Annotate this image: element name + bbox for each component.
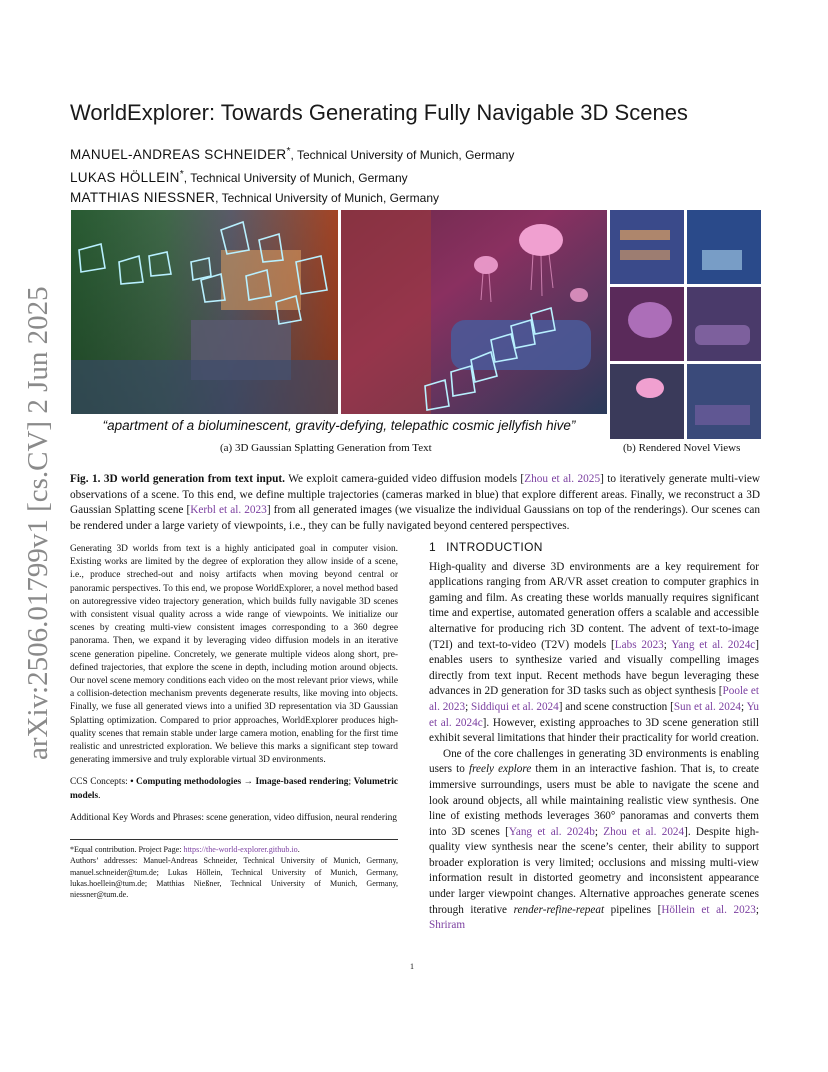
equal-contrib-mark: * bbox=[286, 146, 291, 157]
figure-caption bbox=[70, 472, 760, 534]
author-1 bbox=[70, 142, 770, 165]
teaser-figure bbox=[71, 210, 761, 440]
citation-link[interactable]: Yang et al. 2024b bbox=[508, 825, 595, 838]
ccs-concept: • Computing methodologies → Image-based rendering bbox=[130, 777, 349, 788]
citation-link[interactable]: Zhou et al. 2024 bbox=[603, 825, 685, 838]
keywords: Additional Key Words and Phrases: scene generation, video diffusion, neural rendering bbox=[70, 812, 397, 823]
page-number: 1 bbox=[410, 962, 414, 971]
author-affiliation: , Technical University of Munich, Germany bbox=[290, 148, 515, 163]
author-affiliation: , Technical University of Munich, Germany bbox=[215, 191, 439, 206]
author-addresses: Authors’ addresses: Manuel-Andreas Schneider, Technical University of Munich, Germany, manuel.schneider@tum.de; Lukas Höllein, Technical University of Munich, Germany, lukas.hoellein@tum.de; Matthias Nießner, Technical University of Munich, Germany, niessner@tum.de. bbox=[70, 856, 398, 900]
section-number: 1 bbox=[429, 540, 437, 554]
ccs-concepts bbox=[70, 776, 398, 802]
abstract-column bbox=[70, 543, 398, 901]
citation-link[interactable]: Höllein et al. 2023 bbox=[661, 903, 756, 916]
introduction-column bbox=[429, 540, 759, 934]
ccs-separator: ; bbox=[348, 777, 354, 788]
author-name: LUKAS HÖLLEIN bbox=[70, 170, 180, 186]
footnote-rule bbox=[70, 839, 398, 840]
citation-link[interactable]: Zhou et al. 2025 bbox=[524, 473, 601, 485]
project-page-link[interactable]: https://the-world-explorer.github.io bbox=[183, 845, 298, 855]
caption-title: 3D world generation from text input. bbox=[103, 473, 285, 485]
abstract-text: Generating 3D worlds from text is a highly anticipated goal in computer vision. Existing works are limited by the degree of exploration they allow inside of a scene, i.e., produce streched-out and noisy artifacts when moving beyond central or panoramic perspectives. To this end, we propose WorldExplorer, a novel method based on autoregressive video trajectory generation, which builds fully navigable 3D scenes with consistent visual quality across a wide range of viewpoints. We initialize our scenes by creating multi-view consistent images corresponding to a 360 degree panorama. Then, we expand it by leveraging video diffusion models in an iterative scene generation pipeline. Concretely, we generate multiple videos along short, pre-defined trajectories, that explore the scene in depth, including motion around objects. Our novel scene memory conditions each video on the most relevant prior views, while a collision-detection mechanism prevents degenerate results, like moving into objects. Finally, we fuse all generated views into a unified 3D representation via 3D Gaussian Splatting optimization. Compared to prior approaches, WorldExplorer produces high-quality scenes that remain stable under large camera motion, enabling for the first time realistic and unrestricted exploration. We believe this marks a significant step toward generating immersive and truly explorable virtual 3D environments. bbox=[70, 544, 398, 766]
paper-title: WorldExplorer: Towards Generating Fully Navigable 3D Scenes bbox=[70, 100, 688, 125]
footnote-text: *Equal contribution. Project Page: bbox=[70, 845, 184, 855]
subfigure-label-b: (b) Rendered Novel Views bbox=[623, 442, 741, 454]
arxiv-identifier: arXiv:2506.01799v1 [cs.CV] 2 Jun 2025 bbox=[22, 286, 54, 760]
caption-text: ] to iteratively generate multi-view observations of a scene. To this end, we define multiple trajectories (cameras marked in blue) that explore different areas. Finally, we reconstruct a 3D Gaussian Splatting scene [ bbox=[70, 473, 761, 516]
section-heading bbox=[429, 540, 759, 556]
author-affiliation: , Technical University of Munich, Germany bbox=[183, 171, 408, 186]
author-3 bbox=[70, 188, 770, 208]
citation-link[interactable]: Poole et al. 2023 bbox=[429, 685, 759, 713]
caption-label: Fig. 1. bbox=[70, 473, 101, 485]
citation-link[interactable]: Labs 2023 bbox=[614, 638, 664, 651]
equal-contrib-mark: * bbox=[179, 169, 184, 181]
footnote-text: . bbox=[297, 845, 300, 855]
subfigure-label-a: (a) 3D Gaussian Splatting Generation from Text bbox=[220, 442, 432, 454]
scene-render-kitchen bbox=[71, 210, 338, 414]
author-list bbox=[70, 142, 770, 208]
author-2 bbox=[70, 165, 770, 188]
scene-render-living-room bbox=[341, 210, 607, 414]
citation-link[interactable]: Yu et al. 2024c bbox=[429, 700, 759, 729]
citation-link[interactable]: Shriram bbox=[429, 919, 466, 932]
intro-paragraph-1: High-quality and diverse 3D environments are a key requirement for applications ranging from AR/VR asset creation to computer graphics in gaming and film. As creating these worlds manually requires significant time and expertise, automated generation offers a scalable and accessible alternative for producing rich 3D content. The advent of text-to-image (T2I) and text-to-video (T2V) models [Labs 2023; Yang et al. 2024c] enables users to synthesize varied and visually compelling images directly from text input. Recent methods have begun leveraging these advances in 2D generation for 3D tasks such as object synthesis [Poole et al. 2023; Siddiqui et al. 2024] and scene construction [Sun et al. 2024; Yu et al. 2024c]. However, existing approaches to 3D scene generation still exhibit several limitations that hinder their practicality for world creation. bbox=[429, 560, 760, 745]
novel-views-grid bbox=[610, 210, 761, 439]
footnotes bbox=[70, 844, 398, 900]
caption-text: ] from all generated images (we visualize the individual Gaussians on top of the renderings). Our scenes can be rendered under a large variety of viewpoints, i.e., they can be fully navigated beyond centered perspectives. bbox=[70, 504, 760, 532]
author-name: MATTHIAS NIESSNER bbox=[70, 190, 216, 206]
caption-text: We exploit camera-guided video diffusion models [ bbox=[284, 473, 525, 485]
citation-link[interactable]: Siddiqui et al. 2024 bbox=[471, 700, 559, 713]
ccs-prefix: CCS Concepts: bbox=[70, 777, 131, 788]
citation-link[interactable]: Yang et al. 2024c bbox=[671, 638, 756, 651]
ccs-end: . bbox=[98, 790, 101, 801]
prompt-quote: “apartment of a bioluminescent, gravity-defying, telepathic cosmic jellyfish hive” bbox=[71, 414, 607, 438]
ccs-concept: Volumetric models bbox=[70, 777, 399, 801]
author-name: MANUEL-ANDREAS SCHNEIDER bbox=[70, 147, 287, 163]
citation-link[interactable]: Sun et al. 2024 bbox=[673, 700, 742, 713]
section-title: INTRODUCTION bbox=[446, 540, 543, 554]
intro-paragraph-2: One of the core challenges in generating 3D environments is enabling users to freely explore them in an interactive fashion. That is, to create immersive surroundings, users must be able to navigate the scene and look around objects, all while maintaining realistic view synthesis. One line of existing methods leverages 360° panoramas and converts them into 3D scenes [Yang et al. 2024b; Zhou et al. 2024]. Despite high-quality view synthesis near the scene’s center, their ability to support broader exploration is very limited; occlusions and missing multi-view information result in distorted geometry and inconsistent appearance under larger viewpoint changes. Alternative approaches generate scenes through iterative render-refine-repeat pipelines [Höllein et al. 2023; Shriram bbox=[429, 747, 760, 932]
citation-link[interactable]: Kerbl et al. 2023 bbox=[190, 504, 267, 516]
